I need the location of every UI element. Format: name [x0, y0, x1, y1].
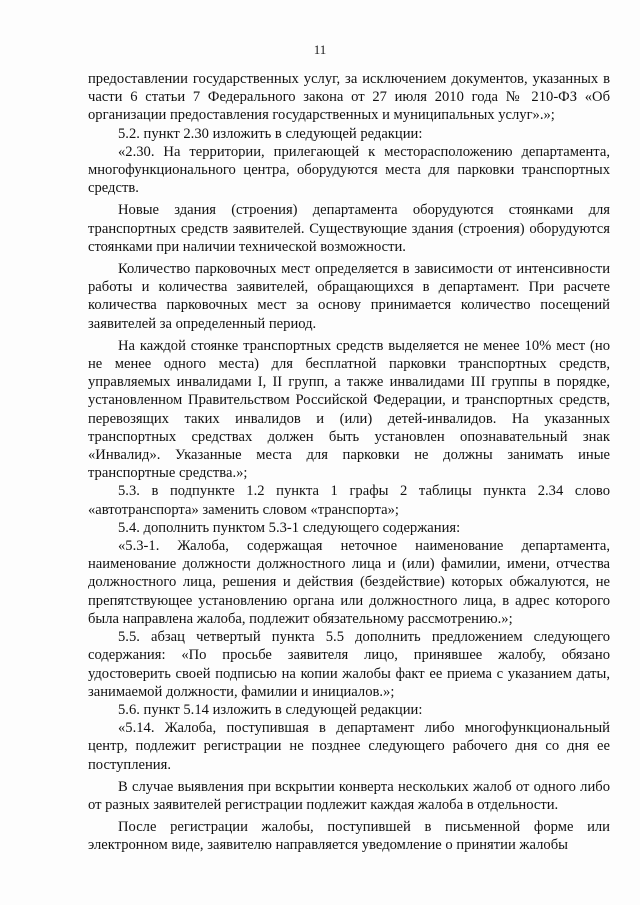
page-number: 11	[313, 42, 327, 57]
paragraph: предоставлении государственных услуг, за исключением документов, указанных в части 6 статьи 7 Федерального закона от 27 июля 2010 года № 210-ФЗ «Об организации предоставления государственных и муниципальных услуг».»;	[88, 71, 610, 124]
paragraph: 5.4. дополнить пунктом 5.3-1 следующего содержания:	[118, 519, 461, 536]
paragraph: В случае выявления при вскрытии конверта нескольких жалоб от одного либо от разных заявителей регистрации подлежит каждая жалоба в отдельности.	[88, 778, 610, 813]
paragraph: «2.30. На территории, прилегающей к месторасположению департамента, многофункционального центра, оборудуются места для парковки транспортных средств.	[88, 143, 610, 197]
paragraph: 5.5. абзац четвертый пункта 5.5 дополнить предложением следующего содержания: «По просьбе заявителя лицо, принявшее жалобу, обязано удостоверить своей подписью на копии жалобы факт ее приема с указанием даты, занимаемой должности, фамилии и инициалов.»;	[88, 629, 610, 700]
paragraph: 5.2. пункт 2.30 изложить в следующей редакции:	[118, 125, 423, 142]
document-body	[88, 70, 610, 855]
paragraph: «5.14. Жалоба, поступившая в департамент либо многофункциональный центр, подлежит регистрации не позднее следующего рабочего дня со дня ее поступления.	[88, 720, 610, 773]
paragraph: Новые здания (строения) департамента оборудуются стоянками для транспортных средств заявителей. Существующие здания (строения) оборудуются стоянками при наличии технической возможности.	[88, 202, 610, 255]
paragraph: «5.3-1. Жалоба, содержащая неточное наименование департамента, наименование должности должностного лица и (или) фамилии, имени, отчества должностного лица, решения и действия (бездействие) которых обжалуются, не препятствующее установлению органа или должностного лица, в адрес которого была направлена жалоба, подлежит обязательному рассмотрению.»;	[88, 538, 610, 627]
paragraph: 5.6. пункт 5.14 изложить в следующей редакции:	[118, 701, 423, 718]
paragraph: На каждой стоянке транспортных средств выделяется не менее 10% мест (но не менее одного места) для бесплатной парковки транспортных средств, управляемых инвалидами I, II групп, а также инвалидами III группы в порядке, установленном Правительством Российской Федерации, и транспортных средств, перевозящих таких инвалидов и (или) детей-инвалидов. На указанных транспортных средствах должен быть установлен опознавательный знак «Инвалид». Указанные места для парковки не должны занимать иные транспортные средства.»;	[88, 337, 610, 482]
paragraph: После регистрации жалобы, поступившей в письменной форме или электронном виде, заявителю направляется уведомление о принятии жалобы	[88, 819, 610, 854]
paragraph: Количество парковочных мест определяется в зависимости от интенсивности работы и количества заявителей, обращающихся в департамент. При расчете количества парковочных мест за основу принимается количество посещений заявителей за определенный период.	[88, 261, 610, 332]
paragraph: 5.3. в подпункте 1.2 пункта 1 графы 2 таблицы пункта 2.34 слово «автотранспорта» заменить словом «транспорта»;	[88, 483, 610, 518]
